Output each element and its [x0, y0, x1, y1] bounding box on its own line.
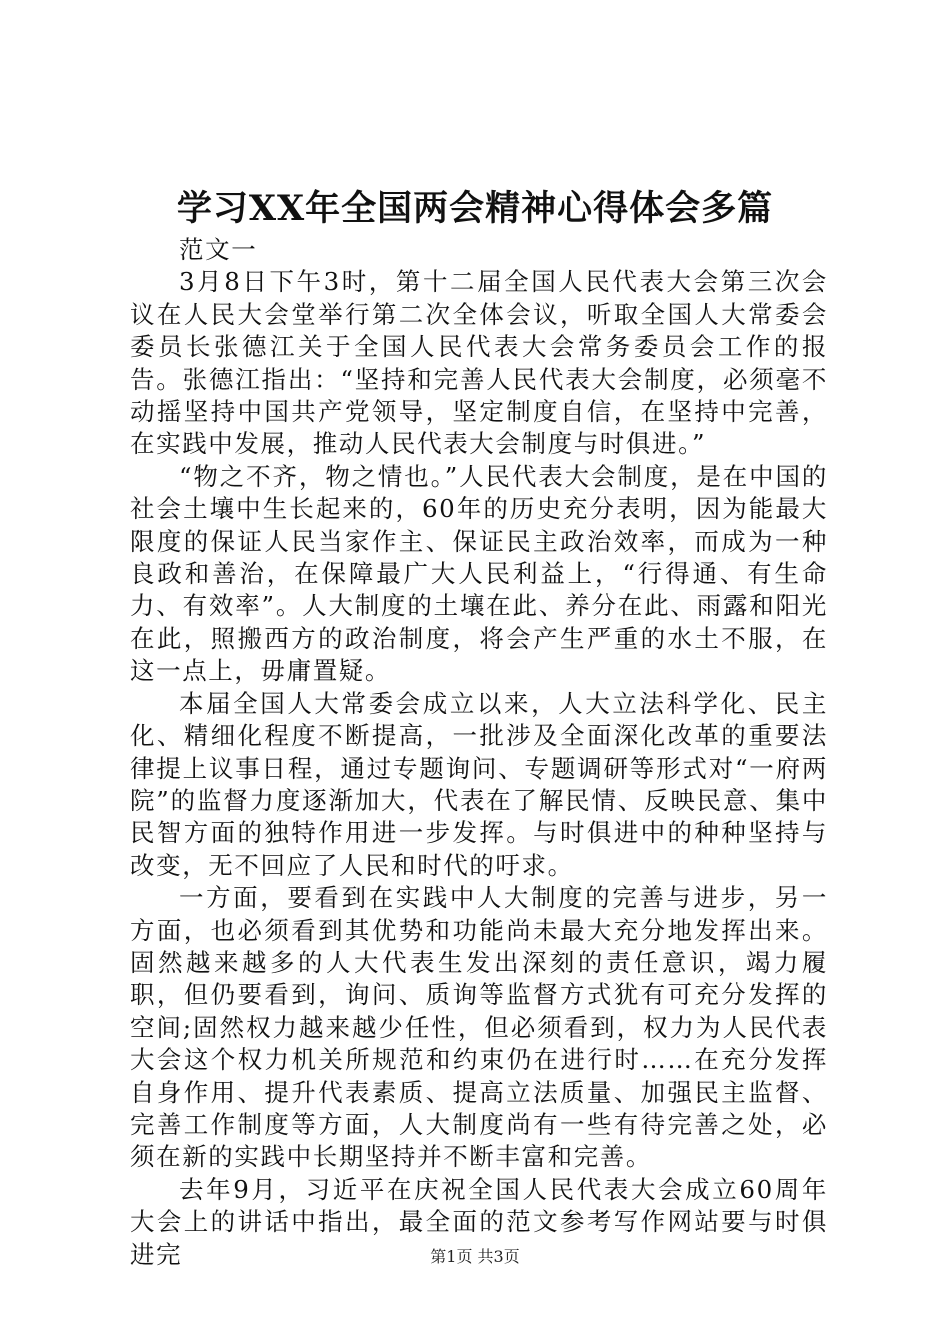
section-heading: 范文一	[179, 235, 258, 264]
paragraph-4: 一方面，要看到在实践中人大制度的完善与进步，另一方面，也必须看到其优势和功能尚未最大充分地发挥出来。固然越来越多的人大代表生发出深刻的责任意识，竭力履职，但仍要看到，询问、质询等监督方式犹有可充分发挥的空间;固然权力越来越少任性，但必须看到，权力为人民代表大会这个权力机关所规范和约束仍在进行时……在充分发挥自身作用、提升代表素质、提高立法质量、加强民主监督、完善工作制度等方面，人大制度尚有一些有待完善之处，必须在新的实践中长期坚持并不断丰富和完善。	[130, 883, 828, 1172]
paragraph-5: 去年9月，习近平在庆祝全国人民代表大会成立60周年大会上的讲话中指出，最全面的范文参考写作网站要与时俱进完	[130, 1174, 828, 1269]
page-footer: 第1页 共3页	[430, 1247, 520, 1266]
paragraph-3: 本届全国人大常委会成立以来，人大立法科学化、民主化、精细化程度不断提高，一批涉及全面深化改革的重要法律提上议事日程，通过专题询问、专题调研等形式对“一府两院”的监督力度逐渐加大，代表在了解民情、反映民意、集中民智方面的独特作用进一步发挥。与时俱进中的种种坚持与改变，无不回应了人民和时代的吁求。	[130, 688, 828, 880]
paragraph-1: 3月8日下午3时，第十二届全国人民代表大会第三次会议在人民大会堂举行第二次全体会议，听取全国人大常委会委员长张德江关于全国人民代表大会常务委员会工作的报告。张德江指出：“坚持和完善人民代表大会制度，必须毫不动摇坚持中国共产党领导，坚定制度自信，在坚持中完善，在实践中发展，推动人民代表大会制度与时俱进。”	[130, 267, 828, 459]
paragraph-2: “物之不齐，物之情也。”人民代表大会制度，是在中国的社会土壤中生长起来的，60年的历史充分表明，因为能最大限度的保证人民当家作主、保证民主政治效率，而成为一种良政和善治，在保障最广大人民利益上，“行得通、有生命力、有效率”。人大制度的土壤在此、养分在此、雨露和阳光在此，照搬西方的政治制度，将会产生严重的水土不服，在这一点上，毋庸置疑。	[130, 461, 828, 686]
document-title: 学习XX年全国两会精神心得体会多篇	[176, 188, 774, 229]
document-body	[130, 234, 828, 1271]
